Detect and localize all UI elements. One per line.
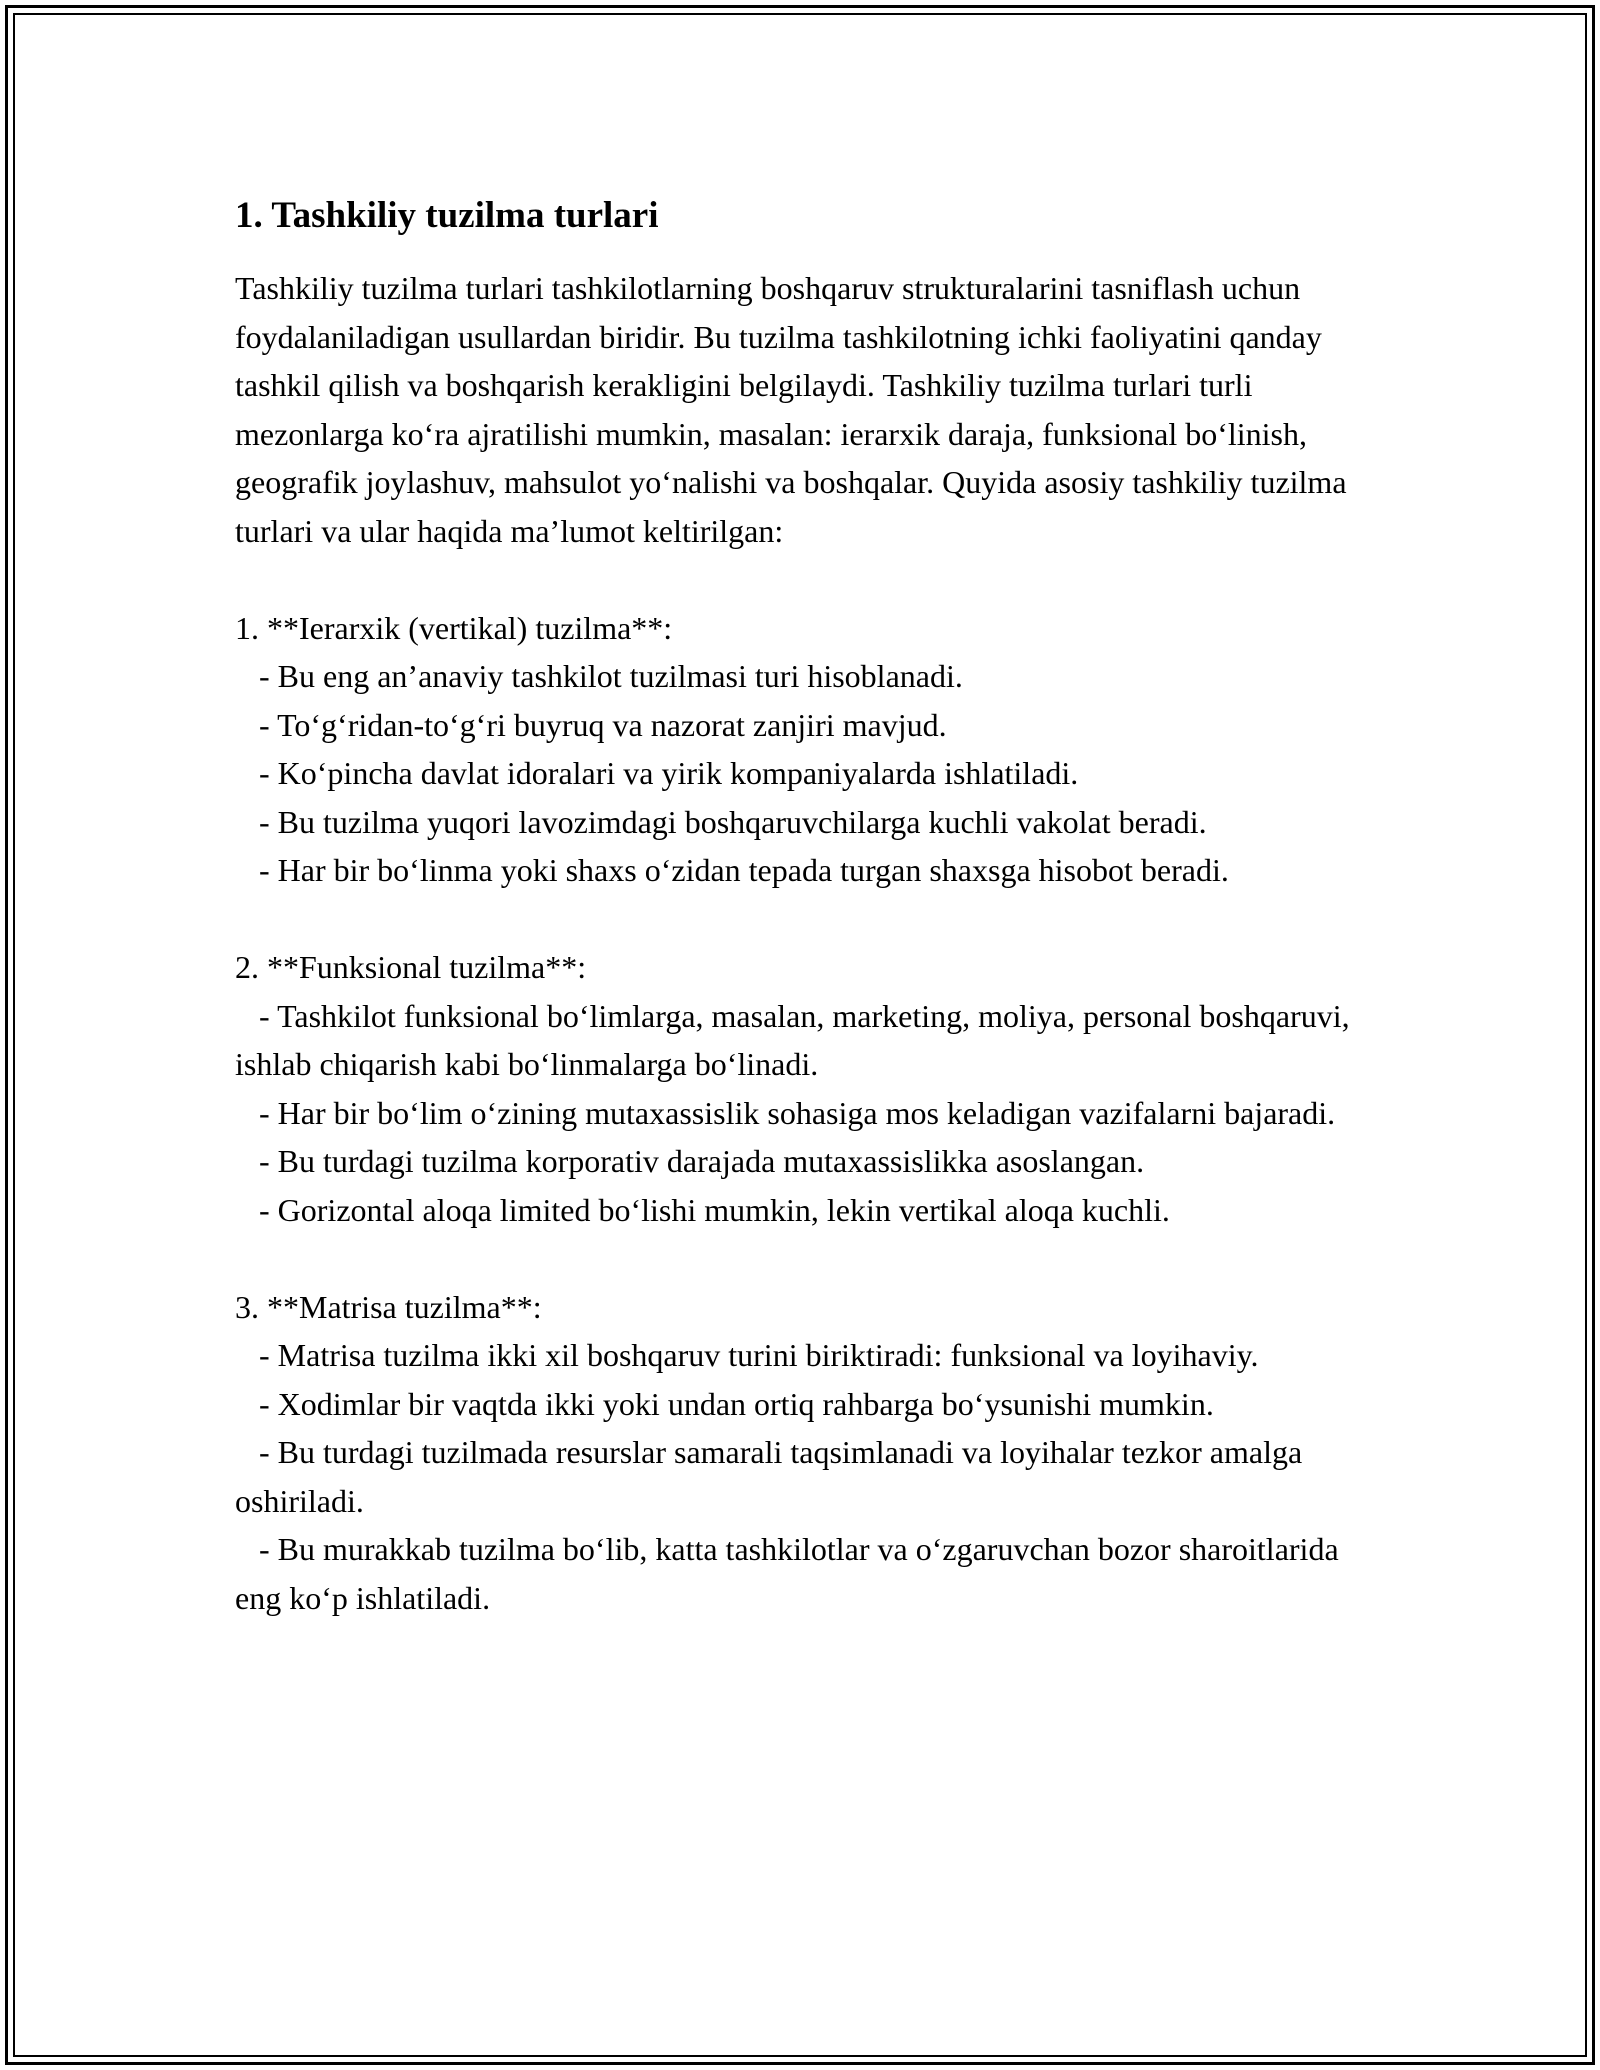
list-item: - Bu eng an’anaviy tashkilot tuzilmasi turi hisoblanadi. <box>235 658 963 694</box>
section-title: 1. **Ierarxik (vertikal) tuzilma**: <box>235 609 673 646</box>
list-item: - Tashkilot funksional bo‘limlarga, masalan, marketing, moliya, personal boshqaruvi, ishlab chiqarish kabi bo‘linmalarga bo‘linadi. <box>235 997 1358 1082</box>
document-heading: 1. Tashkiliy tuzilma turlari <box>235 195 659 236</box>
list-item: - To‘g‘ridan-to‘g‘ri buyruq va nazorat zanjiri mavjud. <box>235 706 947 743</box>
list-item: - Xodimlar bir vaqtda ikki yoki undan ortiq rahbarga bo‘ysunishi mumkin. <box>235 1385 1214 1422</box>
list-item: - Ko‘pincha davlat idoralari va yirik kompaniyalarda ishlatiladi. <box>235 755 1079 791</box>
section-functional <box>235 943 1375 1234</box>
list-item: - Bu tuzilma yuqori lavozimdagi boshqaruvchilarga kuchli vakolat beradi. <box>235 803 1207 840</box>
list-item: - Gorizontal aloqa limited bo‘lishi mumkin, lekin vertikal aloqa kuchli. <box>235 1191 1170 1228</box>
list-item: - Har bir bo‘linma yoki shaxs o‘zidan tepada turgan shaxsga hisobot beradi. <box>235 852 1229 888</box>
section-title: 2. **Funksional tuzilma**: <box>235 949 587 985</box>
list-item: - Har bir bo‘lim o‘zining mutaxassislik sohasiga mos keladigan vazifalarni bajaradi. <box>235 1094 1336 1131</box>
section-matrix <box>235 1283 1375 1623</box>
section-title: 3. **Matrisa tuzilma**: <box>235 1288 542 1325</box>
list-item: - Bu turdagi tuzilma korporativ darajada mutaxassislikka asoslangan. <box>235 1143 1145 1179</box>
list-item: - Bu turdagi tuzilmada resurslar samarali taqsimlanadi va loyihalar tezkor amalga oshiriladi. <box>235 1434 1311 1519</box>
list-item: - Bu murakkab tuzilma bo‘lib, katta tashkilotlar va o‘zgaruvchan bozor sharoitlarida eng ko‘p ishlatiladi. <box>235 1531 1347 1616</box>
intro-paragraph: Tashkiliy tuzilma turlari tashkilotlarning boshqaruv strukturalarini tasniflash uchun foydalaniladigan usullardan biridir. Bu tuzilma tashkilotning ichki faoliyatini qanday tashkil qilish va boshqarish kerakligini belgilaydi. Tashkiliy tuzilma turlari turli mezonlarga ko‘ra ajratilishi mumkin, masalan: ierarxik daraja, funksional bo‘linish, geografik joylashuv, mahsulot yo‘nalishi va boshqalar. Quyida asosiy tashkiliy tuzilma turlari va ular haqida ma’lumot keltirilgan: <box>235 270 1347 549</box>
document-body <box>235 190 1375 1622</box>
list-item: - Matrisa tuzilma ikki xil boshqaruv turini biriktiradi: funksional va loyihaviy. <box>235 1337 1259 1373</box>
section-hierarchical <box>235 604 1375 895</box>
